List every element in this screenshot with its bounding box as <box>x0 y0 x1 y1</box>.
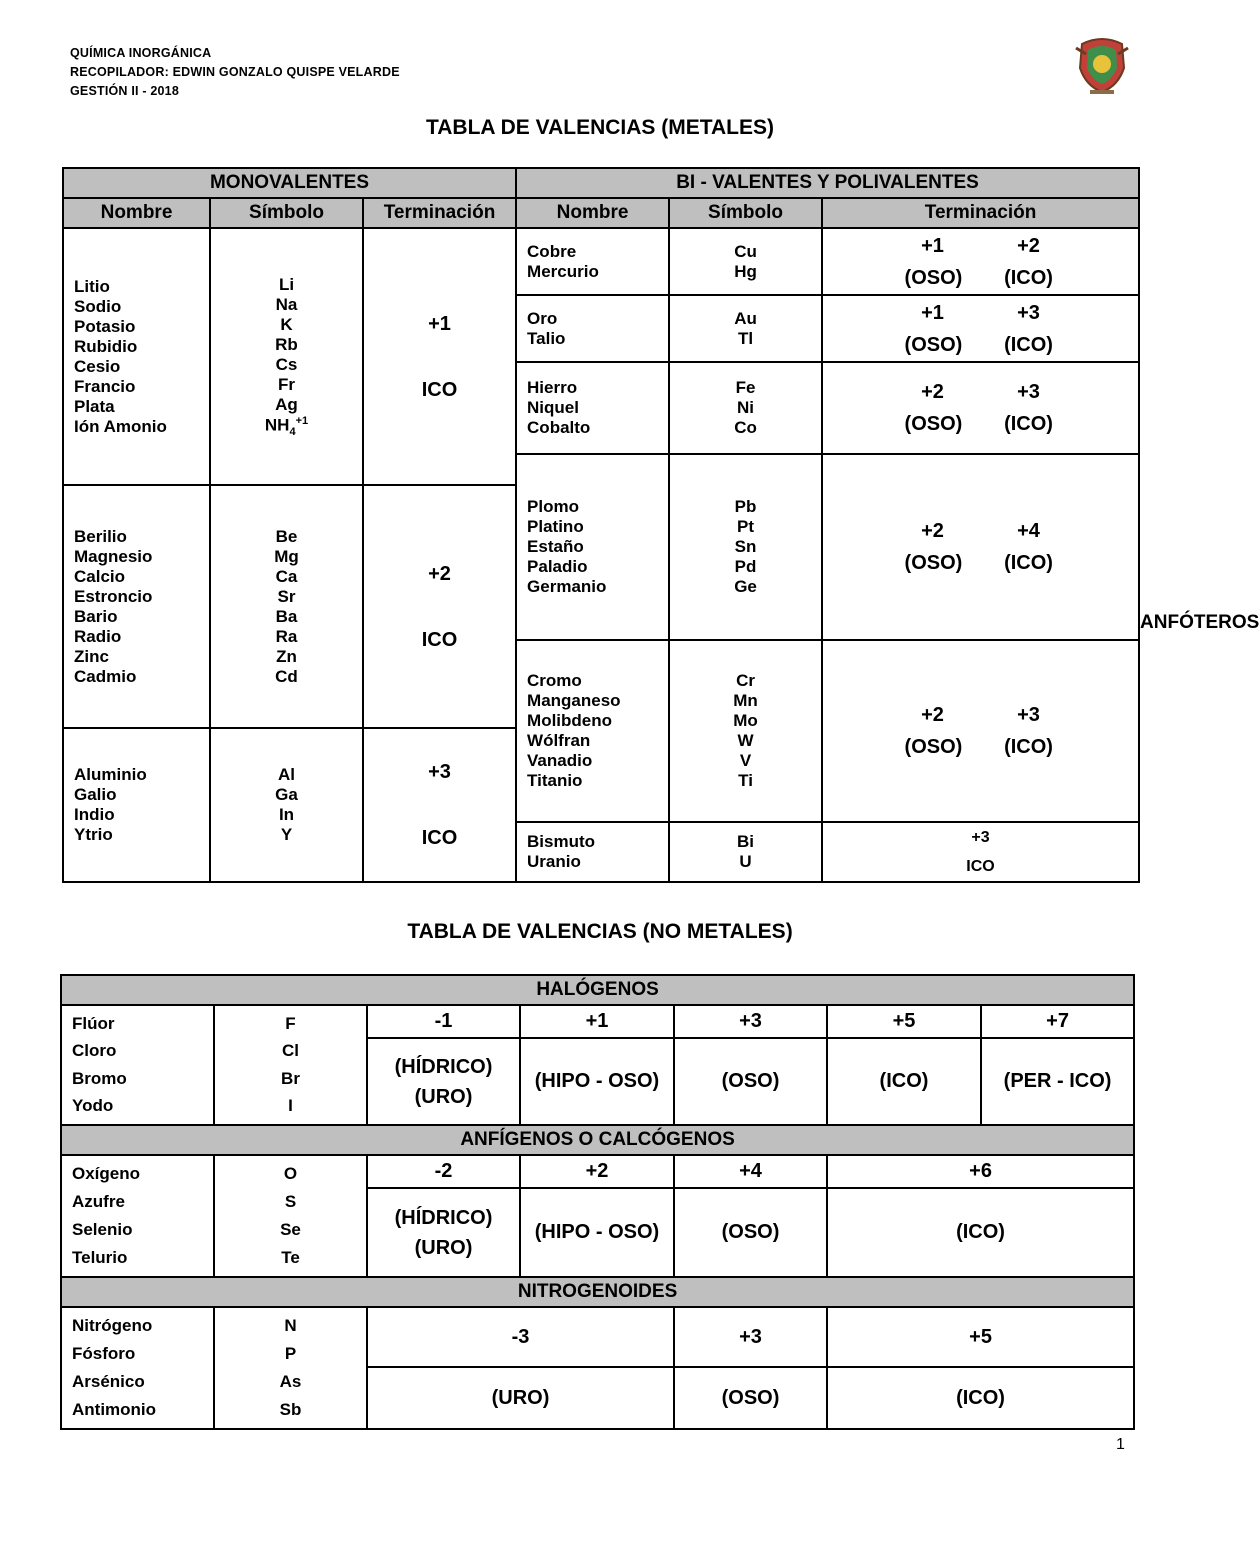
element-symbol: Pb <box>734 497 757 516</box>
bi-group-names <box>516 822 669 882</box>
element-name: Oxígeno <box>72 1164 141 1183</box>
ending-cell: (OSO) <box>674 1188 827 1277</box>
element-symbol: Cs <box>275 354 298 374</box>
element-symbol: Li <box>278 274 295 294</box>
valence-value: +3 <box>1017 381 1040 403</box>
ammonium-base: NH <box>264 415 290 435</box>
element-name: Vanadio <box>527 751 593 770</box>
pb-group-names <box>516 454 669 640</box>
element-name: Potasio <box>74 316 136 336</box>
element-name: Bromo <box>72 1068 127 1088</box>
anfoteros-names <box>516 640 669 822</box>
element-name: Calcio <box>74 566 126 586</box>
element-symbol: P <box>284 1344 297 1363</box>
element-symbol: Mn <box>733 691 758 710</box>
element-name: Aluminio <box>74 765 147 784</box>
anfoteros-termination <box>822 640 1139 822</box>
group2-names <box>63 485 210 728</box>
ending-cell <box>367 1188 520 1277</box>
valence-value: +2 <box>921 704 944 726</box>
col-terminacion-left: Terminación <box>363 198 516 228</box>
element-name: Fósforo <box>72 1344 136 1363</box>
bi-group-symbols <box>669 822 822 882</box>
nonmetals-table-title: TABLA DE VALENCIAS (NO METALES) <box>407 920 793 943</box>
ending-value: ICO <box>966 858 995 875</box>
element-name: Azufre <box>72 1192 125 1211</box>
ending-value: (URO) <box>414 1236 473 1259</box>
element-symbol: Br <box>281 1068 300 1088</box>
group2-symbols <box>210 485 363 728</box>
ending-value: (OSO) <box>904 266 963 289</box>
group1-termination <box>363 228 516 485</box>
group2-termination <box>363 485 516 728</box>
element-name: Paladio <box>527 557 588 576</box>
ending-value: (OSO) <box>904 736 963 758</box>
valence-cell: -2 <box>367 1155 520 1188</box>
au-group-termination <box>822 295 1139 362</box>
valence-cell: +7 <box>981 1005 1134 1038</box>
element-symbol: Cl <box>282 1041 299 1061</box>
element-name: Wólfran <box>527 731 591 750</box>
ending-cell: (OSO) <box>674 1038 827 1125</box>
element-name: Rubidio <box>74 336 138 356</box>
element-name: Molibdeno <box>527 711 613 730</box>
element-symbol: Zn <box>276 646 297 666</box>
course-name: QUÍMICA INORGÁNICA <box>70 46 212 60</box>
element-name: Hierro <box>527 378 578 397</box>
element-symbol: Sn <box>734 537 757 556</box>
metals-valence-table: MONOVALENTES BI - VALENTES Y POLIVALENTES Nombre Símbolo Terminación Nombre Símbolo Terminación Litio Sodio Potasio Rubidio Cesio Francio Plata Ión Amonio Li Na K Rb Cs Fr Ag $NH_4^{+1}$ +1 ICO Cobre Mercurio Cu Hg +1 +2 (OSO) (ICO) Oro Talio Au Tl +1 +3 (OSO) (ICO) Hierro Niquel Cobalto Fe Ni Co +2 +3 (OSO) (ICO) Plomo Platino Estaño Paladio Germanio Pb Pt Sn Pd Ge +2 +4 (OSO) (ICO) Berilio Magnesio Calcio Estroncio Bario Radio Zinc Cadmio Be Mg Ca Sr Ba Ra Zn Cd +2 ICO ANFÓTEROS Cromo Manganeso Molibdeno Wólfran Vanadio Titanio Cr Mn Mo W V Ti +2 +3 (OSO) (ICO) Aluminio Galio Indio Ytrio Al Ga In Y +3 ICO Bismuto Uranio Bi U +3 ICO <box>62 167 1140 883</box>
element-symbol: Ag <box>275 394 298 414</box>
element-symbol: Au <box>734 308 757 328</box>
col-simbolo-left: Símbolo <box>210 198 363 228</box>
ending-value: (HÍDRICO) <box>394 1055 493 1078</box>
element-name: Sodio <box>74 296 122 316</box>
element-name: Bario <box>74 606 118 626</box>
group1-symbols <box>210 228 363 485</box>
page-number: 1 <box>1116 1436 1125 1453</box>
nitrogenoides-header: NITROGENOIDES <box>61 1277 1134 1307</box>
element-name: Titanio <box>527 771 583 790</box>
valence-cell: -1 <box>367 1005 520 1038</box>
element-name: Platino <box>527 517 584 536</box>
element-name: Flúor <box>72 1013 115 1033</box>
cu-group-termination <box>822 228 1139 295</box>
element-name: Cloro <box>72 1041 117 1061</box>
element-name: Cesio <box>74 356 121 376</box>
halogenos-symbols <box>214 1005 367 1125</box>
valence-value: +2 <box>921 520 944 542</box>
element-symbol: K <box>280 314 293 334</box>
element-symbol: Mg <box>274 546 299 566</box>
nonmetals-valence-table <box>60 974 1135 1430</box>
element-symbol: Sb <box>279 1400 302 1419</box>
ending-value: (ICO) <box>1004 552 1053 574</box>
element-name: Selenio <box>72 1220 133 1239</box>
element-symbol: Ge <box>734 577 757 596</box>
element-symbol: Bi <box>737 832 755 851</box>
element-name: Bismuto <box>527 832 596 851</box>
element-name: Mercurio <box>527 261 599 281</box>
halogenos-header: HALÓGENOS <box>61 975 1134 1005</box>
pb-group-termination <box>822 454 1139 640</box>
element-symbol: Te <box>281 1248 300 1267</box>
element-name: Telurio <box>72 1248 128 1267</box>
fe-group-names <box>516 362 669 454</box>
valence-value: +4 <box>1017 520 1040 542</box>
element-symbol: Hg <box>734 261 757 281</box>
cu-group-names <box>516 228 669 295</box>
element-name: Litio <box>74 276 110 296</box>
element-symbol: Pt <box>737 517 755 536</box>
fe-group-symbols <box>669 362 822 454</box>
col-nombre-right: Nombre <box>516 198 669 228</box>
element-symbol: Cu <box>734 241 757 261</box>
col-nombre-left: Nombre <box>63 198 210 228</box>
element-name: Indio <box>74 805 115 824</box>
valence-value: +3 <box>428 761 451 783</box>
ending-value: (ICO) <box>1004 736 1053 758</box>
group3-termination <box>363 728 516 882</box>
element-name: Galio <box>74 785 117 804</box>
nitrogenoides-names <box>61 1307 214 1429</box>
ending-cell: (ICO) <box>827 1038 981 1125</box>
element-name: Manganeso <box>527 691 621 710</box>
valence-cell: +3 <box>674 1005 827 1038</box>
element-symbol: W <box>737 731 754 750</box>
ammonium-symbol <box>211 415 362 438</box>
element-symbol: O <box>283 1164 298 1183</box>
element-symbol: Cr <box>736 671 755 690</box>
element-symbol: Ba <box>275 606 298 626</box>
valence-cell: -3 <box>367 1307 674 1367</box>
element-name: Estroncio <box>74 586 153 606</box>
element-symbol: Al <box>278 765 295 784</box>
ending-cell: (HIPO - OSO) <box>520 1038 674 1125</box>
element-name: Cobre <box>527 241 577 261</box>
element-symbol: As <box>279 1372 302 1391</box>
university-crest-logo <box>1072 34 1132 96</box>
valence-value: +3 <box>1017 704 1040 726</box>
ammonium-subscript: 4 <box>289 426 296 439</box>
valence-value: +2 <box>428 562 451 585</box>
element-symbol: Y <box>280 825 293 844</box>
element-name: Cadmio <box>74 666 137 686</box>
element-symbol: Mo <box>733 711 758 730</box>
valence-value: +2 <box>1017 234 1040 257</box>
ending-value: ICO <box>421 628 458 651</box>
element-name: Talio <box>527 328 566 348</box>
element-symbol: V <box>739 751 752 770</box>
element-symbol: Tl <box>737 328 754 348</box>
element-symbol: In <box>278 805 295 824</box>
fe-group-termination <box>822 362 1139 454</box>
bi-group-termination <box>822 822 1139 882</box>
ending-value: (OSO) <box>904 413 963 435</box>
ending-cell: (HIPO - OSO) <box>520 1188 674 1277</box>
valence-value: +1 <box>921 234 944 257</box>
element-name: Zinc <box>74 646 109 666</box>
col-terminacion-right: Terminación <box>822 198 1139 228</box>
group1-names <box>63 228 210 485</box>
nitrogenoides-symbols <box>214 1307 367 1429</box>
valence-value: +2 <box>921 381 944 403</box>
valence-cell: +4 <box>674 1155 827 1188</box>
anfigenos-symbols <box>214 1155 367 1277</box>
element-symbol: Ni <box>737 398 755 417</box>
element-name: Plomo <box>527 497 579 516</box>
ending-value: (ICO) <box>1004 333 1053 356</box>
valence-value: +3 <box>1017 301 1040 324</box>
au-group-names <box>516 295 669 362</box>
ending-value: (OSO) <box>904 333 963 356</box>
element-symbol: Co <box>734 418 757 437</box>
valence-value: +1 <box>921 301 944 324</box>
element-symbol: N <box>284 1316 297 1335</box>
ending-cell: (OSO) <box>674 1367 827 1429</box>
ammonium-charge: +1 <box>295 414 309 427</box>
element-symbol: Ra <box>275 626 298 646</box>
term-label: GESTIÓN II - 2018 <box>70 84 179 98</box>
valence-value: +1 <box>428 312 451 335</box>
element-name: Niquel <box>527 398 579 417</box>
element-symbol: I <box>288 1096 293 1116</box>
element-symbol: Fr <box>278 374 295 394</box>
valence-cell: +1 <box>520 1005 674 1038</box>
metals-table-title: TABLA DE VALENCIAS (METALES) <box>425 116 775 139</box>
ending-cell: (ICO) <box>827 1188 1134 1277</box>
element-name: Estaño <box>527 537 584 556</box>
ending-value: (HÍDRICO) <box>394 1206 493 1229</box>
element-name: Berilio <box>74 526 127 546</box>
element-name: Ión Amonio <box>74 416 167 436</box>
element-symbol: Ti <box>738 771 753 790</box>
element-name: Radio <box>74 626 122 646</box>
cu-group-symbols <box>669 228 822 295</box>
anfigenos-header: ANFÍGENOS O CALCÓGENOS <box>61 1125 1134 1155</box>
halogenos-names <box>61 1005 214 1125</box>
ending-value: (OSO) <box>904 552 963 574</box>
element-name: Antimonio <box>72 1400 157 1419</box>
valence-cell: +5 <box>827 1307 1134 1367</box>
element-name: Yodo <box>72 1096 114 1116</box>
element-symbol: Fe <box>735 378 756 397</box>
element-name: Arsénico <box>72 1372 145 1391</box>
element-symbol: Se <box>280 1220 301 1239</box>
element-symbol: S <box>284 1192 297 1211</box>
element-name: Uranio <box>527 852 581 871</box>
document-header <box>70 44 400 101</box>
ending-value: (ICO) <box>1004 266 1053 289</box>
valence-cell: +2 <box>520 1155 674 1188</box>
au-group-symbols <box>669 295 822 362</box>
element-symbol: Na <box>275 294 298 314</box>
element-symbol: Sr <box>277 586 296 606</box>
ending-cell: (ICO) <box>827 1367 1134 1429</box>
element-symbol: Cd <box>275 666 298 686</box>
ending-cell: (PER - ICO) <box>981 1038 1134 1125</box>
valence-cell: +6 <box>827 1155 1134 1188</box>
anfoteros-symbols <box>669 640 822 822</box>
valence-cell: +5 <box>827 1005 981 1038</box>
ending-cell <box>367 1038 520 1125</box>
element-name: Magnesio <box>74 546 153 566</box>
element-name: Oro <box>527 308 558 328</box>
element-name: Cobalto <box>527 418 591 437</box>
element-name: Nitrógeno <box>72 1316 153 1335</box>
element-name: Francio <box>74 376 136 396</box>
group3-names <box>63 728 210 882</box>
element-symbol: F <box>285 1013 296 1033</box>
element-name: Germanio <box>527 577 607 596</box>
col-simbolo-right: Símbolo <box>669 198 822 228</box>
valence-value: +3 <box>971 829 990 846</box>
ending-value: (URO) <box>414 1085 473 1108</box>
monovalent-header: MONOVALENTES <box>63 168 516 198</box>
valence-cell: +3 <box>674 1307 827 1367</box>
compiler-name: RECOPILADOR: EDWIN GONZALO QUISPE VELARDE <box>70 65 400 79</box>
element-symbol: Ga <box>275 785 298 804</box>
element-symbol: U <box>739 852 752 871</box>
element-symbol: Rb <box>275 334 298 354</box>
element-name: Plata <box>74 396 115 416</box>
ending-cell: (URO) <box>367 1367 674 1429</box>
element-name: Cromo <box>527 671 582 690</box>
anfigenos-names <box>61 1155 214 1277</box>
element-symbol: Pd <box>734 557 757 576</box>
group3-symbols <box>210 728 363 882</box>
element-symbol: Be <box>275 526 298 546</box>
ending-value: ICO <box>421 827 458 849</box>
element-name: Ytrio <box>74 825 113 844</box>
ending-value: ICO <box>421 378 458 401</box>
ending-value: (ICO) <box>1004 413 1053 435</box>
polyvalent-header: BI - VALENTES Y POLIVALENTES <box>516 168 1139 198</box>
pb-group-symbols <box>669 454 822 640</box>
element-symbol: Ca <box>275 566 298 586</box>
